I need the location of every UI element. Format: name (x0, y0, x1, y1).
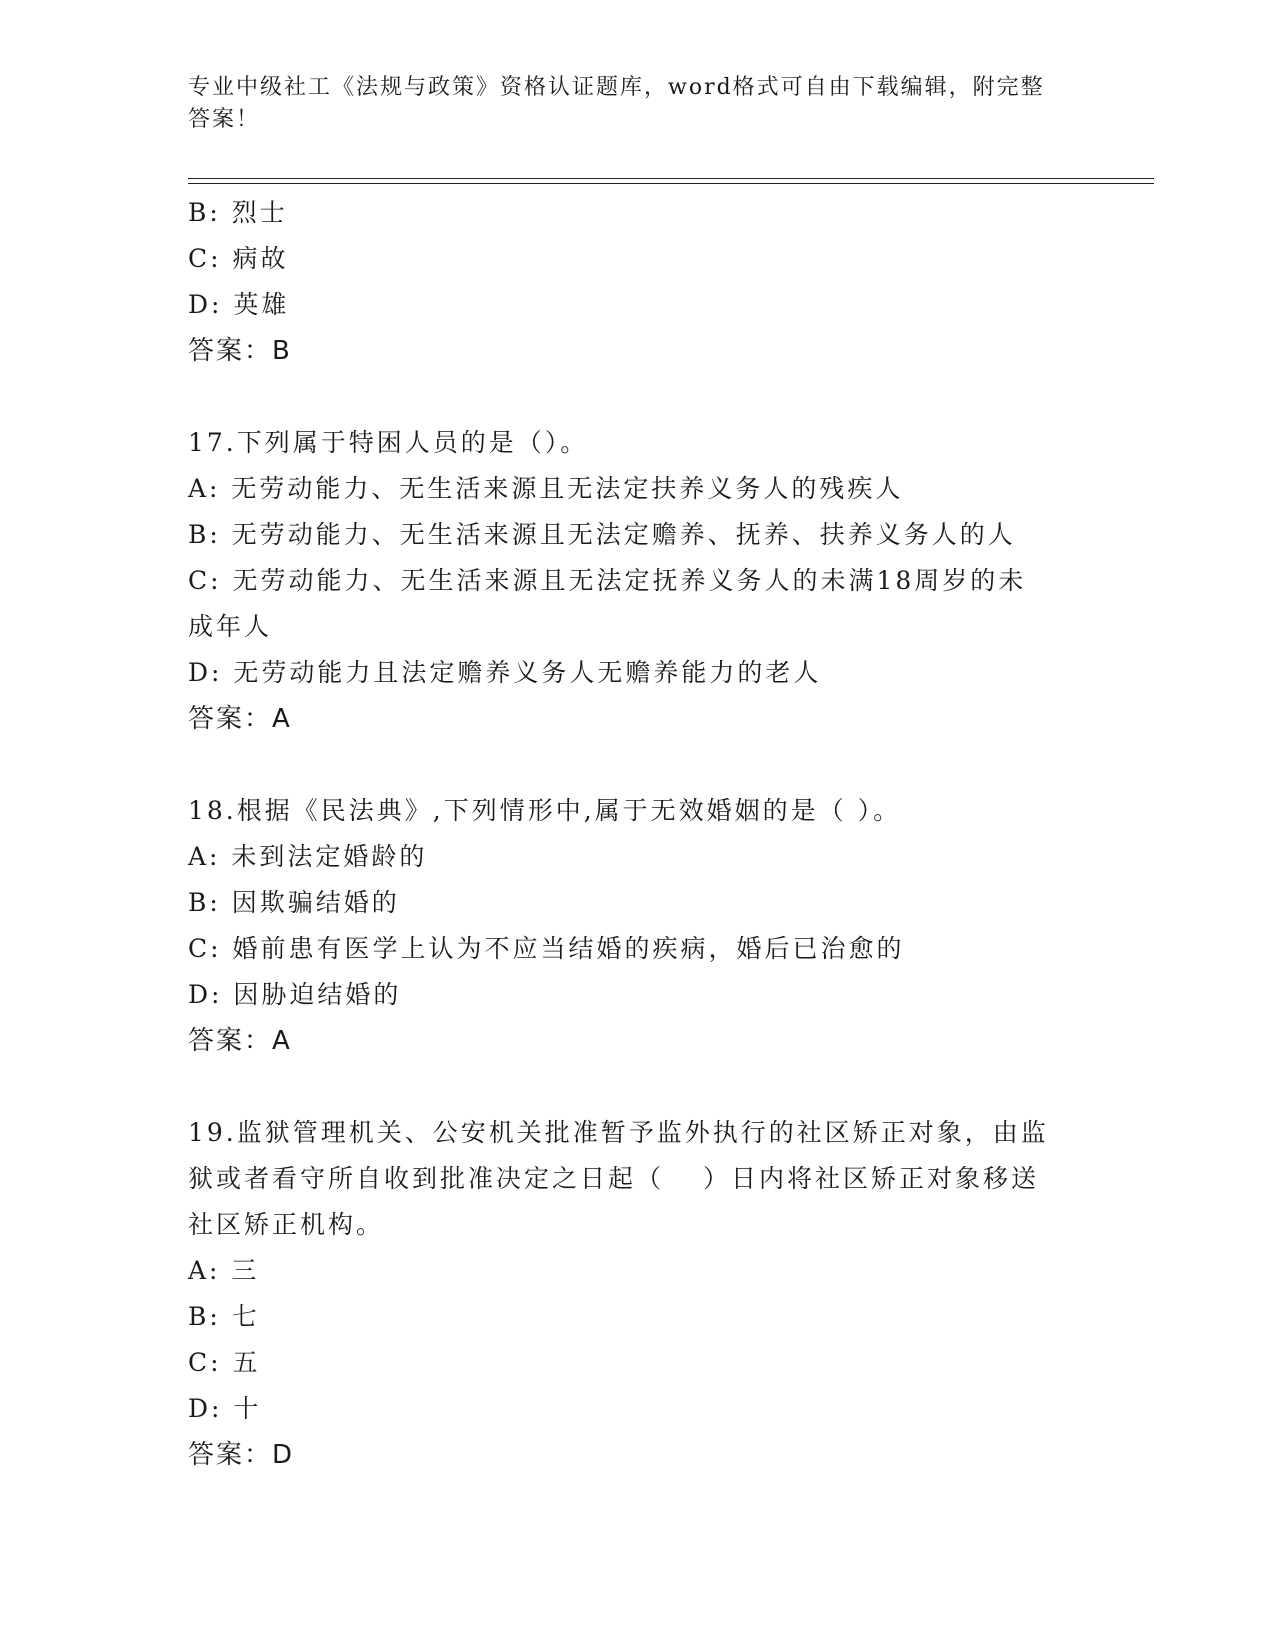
spacer (188, 1064, 1088, 1110)
option-d: D: 无劳动能力且法定赡养义务人无赡养能力的老人 (188, 658, 822, 687)
option-a: A: 三 (188, 1256, 260, 1285)
option-b: B: 七 (188, 1302, 260, 1331)
question-text: 18.根据《民法典》,下列情形中,属于无效婚姻的是（ ）。 (188, 796, 902, 825)
spacer (188, 374, 1088, 420)
option-a: A: 未到法定婚龄的 (188, 842, 428, 871)
question-18 (188, 788, 1088, 1064)
option-c: C: 病故 (188, 244, 289, 273)
option-b: B: 无劳动能力、无生活来源且无法定赡养、抚养、扶养义务人的人 (188, 520, 1016, 549)
option-c: C: 婚前患有医学上认为不应当结婚的疾病，婚后已治愈的 (188, 934, 905, 963)
question-list (188, 190, 1088, 1478)
answer-line: 答案：A (188, 1026, 292, 1056)
answer-line: 答案：B (188, 336, 292, 366)
answer-line: 答案：D (188, 1440, 295, 1470)
answer-line: 答案：A (188, 704, 292, 734)
question-text: 19.监狱管理机关、公安机关批准暂予监外执行的社区矫正对象，由监狱或者看守所自收到批准决定之日起（ ）日内将社区矫正对象移送社区矫正机构。 (188, 1118, 1049, 1239)
option-d: D: 因胁迫结婚的 (188, 980, 402, 1009)
option-d: D: 十 (188, 1394, 262, 1423)
spacer (188, 742, 1088, 788)
option-a: A: 无劳动能力、无生活来源且无法定扶养义务人的残疾人 (188, 474, 904, 503)
page-header: 专业中级社工《法规与政策》资格认证题库，word格式可自由下载编辑，附完整答案！ (188, 75, 1045, 132)
header-rule-top (188, 178, 1154, 179)
option-c: C: 无劳动能力、无生活来源且无法定抚养义务人的未满18周岁的未成年人 (188, 566, 1027, 641)
question-19 (188, 1110, 1088, 1478)
option-b: B: 因欺骗结婚的 (188, 888, 400, 917)
header-rule-bottom (188, 183, 1154, 184)
question-16-continued (188, 190, 1088, 374)
question-text: 17.下列属于特困人员的是（）。 (188, 428, 589, 457)
option-b: B: 烈士 (188, 198, 288, 227)
option-d: D: 英雄 (188, 290, 290, 319)
question-17 (188, 420, 1088, 742)
option-c: C: 五 (188, 1348, 261, 1377)
